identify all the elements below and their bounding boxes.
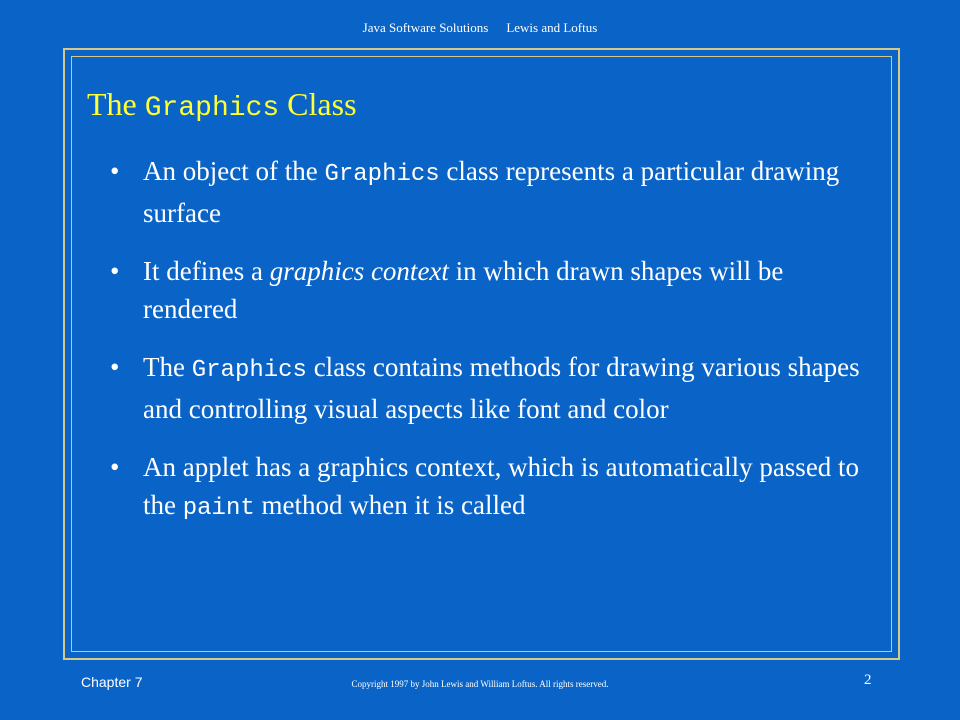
bullet-icon: •	[110, 256, 120, 286]
copyright-notice: Copyright 1997 by John Lewis and William Loftus. All rights reserved.	[351, 679, 609, 689]
bullet-text: in which drawn shapes will be rendered	[143, 256, 784, 324]
bullet-icon: •	[110, 156, 120, 186]
bullet-list	[110, 152, 875, 528]
bullet-icon: •	[110, 352, 120, 382]
title-text-pre: The	[87, 86, 145, 122]
bullet-item	[110, 152, 875, 232]
bullet-code: Graphics	[191, 357, 307, 384]
page-number: 2	[864, 672, 872, 688]
title-text-post: Class	[279, 86, 357, 122]
bullet-text: The	[143, 352, 192, 382]
slide-title	[87, 86, 357, 124]
running-header	[0, 20, 960, 36]
bullet-text: It defines a	[143, 256, 270, 286]
bullet-code: paint	[182, 495, 255, 522]
bullet-text: method when it is called	[254, 490, 526, 520]
book-title: Java Software Solutions	[362, 20, 489, 35]
chapter-label: Chapter 7	[81, 674, 143, 690]
bullet-code: Graphics	[324, 161, 440, 188]
bullet-text: An applet has a graphics context, which is automatically passed to the	[143, 452, 860, 520]
bullet-item	[110, 448, 875, 528]
bullet-emphasis: graphics context	[269, 256, 449, 286]
bullet-text: class represents a particular drawing surface	[143, 156, 840, 228]
bullet-text: class contains methods for drawing various shapes and controlling visual aspects like font and color	[143, 352, 860, 424]
bullet-item	[110, 348, 875, 428]
title-code: Graphics	[144, 93, 280, 124]
book-authors: Lewis and Loftus	[506, 20, 598, 35]
bullet-item	[110, 252, 875, 328]
bullet-text: An object of the	[143, 156, 325, 186]
bullet-icon: •	[110, 452, 120, 482]
